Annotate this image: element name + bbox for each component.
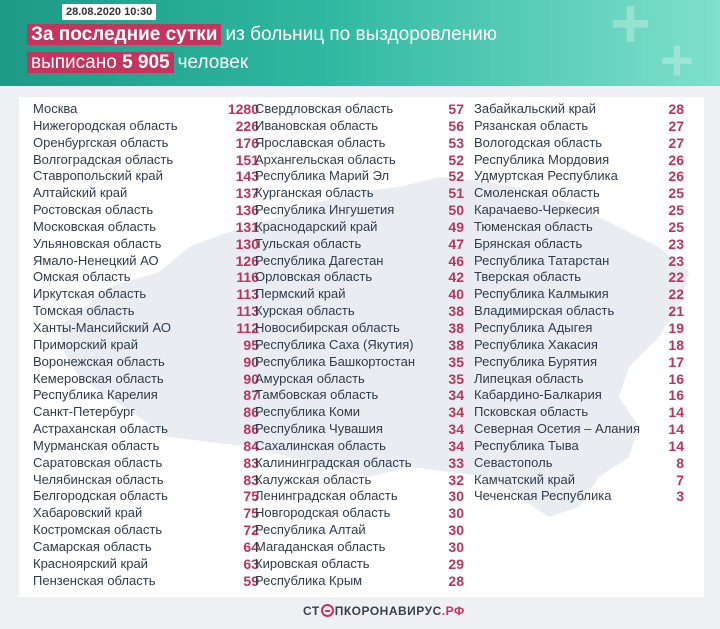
region-value: 23	[668, 252, 684, 269]
region-name: Республика Хакасия	[474, 336, 598, 352]
table-row	[255, 337, 464, 354]
region-value: 51	[448, 185, 464, 202]
region-name: Ярославская область	[255, 134, 386, 150]
region-name: Республика Дагестан	[255, 252, 384, 268]
regions-card	[19, 97, 704, 597]
region-value: 16	[668, 370, 684, 387]
title-line-1	[27, 22, 497, 48]
table-row	[33, 236, 259, 253]
region-value: 35	[448, 353, 464, 370]
region-value: 57	[448, 101, 464, 117]
table-row	[255, 472, 464, 489]
region-value: 30	[448, 538, 464, 555]
stop-icon	[321, 604, 334, 617]
region-value: 8	[676, 454, 684, 471]
table-row	[33, 438, 259, 455]
region-value: 137	[235, 185, 259, 202]
region-value: 72	[243, 522, 259, 539]
region-name: Краснодарский край	[255, 218, 378, 234]
title-line-2	[27, 50, 248, 76]
region-name: Ямало-Ненецкий АО	[33, 252, 159, 268]
title-rest: из больниц по выздоровлению	[225, 24, 497, 45]
region-name: Иркутская область	[33, 286, 147, 302]
region-value: 83	[243, 454, 259, 471]
table-row	[255, 152, 464, 169]
table-row	[474, 354, 684, 371]
region-name: Республика Марий Эл	[255, 168, 390, 184]
region-name: Владимирская область	[474, 303, 615, 319]
region-name: Тюменская область	[474, 218, 593, 234]
region-name: Свердловская область	[255, 101, 394, 116]
table-row	[474, 488, 684, 505]
subtitle-word: выписано	[31, 52, 117, 73]
table-row	[474, 269, 684, 286]
table-row	[474, 371, 684, 388]
table-row	[474, 286, 684, 303]
region-value: 176	[235, 134, 259, 151]
table-row	[255, 556, 464, 573]
region-value: 52	[448, 168, 464, 185]
region-name: Мурманская область	[33, 437, 160, 453]
region-value: 84	[243, 437, 259, 454]
region-name: Тамбовская область	[255, 387, 379, 403]
region-value: 25	[668, 202, 684, 219]
region-value: 50	[448, 202, 464, 219]
region-name: Кировская область	[255, 555, 370, 571]
region-name: Костромская область	[33, 522, 163, 538]
plus-icon: +	[660, 28, 694, 86]
table-row	[33, 488, 259, 505]
region-value: 34	[448, 404, 464, 421]
region-value: 34	[448, 437, 464, 454]
region-value: 75	[243, 505, 259, 522]
region-name: Челябинская область	[33, 471, 164, 487]
region-name: Республика Бурятия	[474, 353, 598, 369]
region-value: 151	[235, 151, 259, 168]
region-name: Республика Тыва	[474, 437, 579, 453]
table-row	[474, 387, 684, 404]
region-name: Волгоградская область	[33, 151, 174, 167]
table-row	[474, 135, 684, 152]
region-value: 3	[676, 488, 684, 505]
region-name: Белгородская область	[33, 488, 168, 504]
region-name: Санкт-Петербург	[33, 404, 135, 420]
region-name: Республика Башкортостан	[255, 353, 415, 369]
region-value: 27	[668, 134, 684, 151]
region-value: 46	[448, 252, 464, 269]
region-name: Курганская область	[255, 185, 374, 201]
header-banner	[0, 0, 720, 86]
region-name: Оренбургская область	[33, 134, 169, 150]
table-row	[33, 505, 259, 522]
table-row	[33, 337, 259, 354]
table-row	[474, 320, 684, 337]
region-name: Курская область	[255, 303, 355, 319]
region-name: Смоленская область	[474, 185, 600, 201]
region-name: Республика Крым	[255, 572, 363, 588]
table-row	[474, 185, 684, 202]
region-value: 75	[243, 488, 259, 505]
region-value: 29	[448, 555, 464, 572]
region-name: Магаданская область	[255, 538, 386, 554]
table-row	[255, 253, 464, 270]
region-value: 42	[448, 269, 464, 286]
table-row	[474, 219, 684, 236]
table-row	[474, 303, 684, 320]
region-value: 116	[236, 269, 259, 286]
region-name: Удмуртская Республика	[474, 168, 618, 184]
region-value: 38	[448, 303, 464, 320]
region-value: 23	[668, 235, 684, 252]
table-row	[474, 253, 684, 270]
region-name: Республика Калмыкия	[474, 286, 609, 302]
table-row	[33, 573, 259, 590]
table-row	[474, 168, 684, 185]
column-1	[33, 101, 259, 589]
region-value: 86	[243, 421, 259, 438]
region-value: 21	[668, 303, 684, 320]
region-name: Республика Татарстан	[474, 252, 610, 268]
region-value: 47	[448, 235, 464, 252]
region-value: 22	[668, 269, 684, 286]
region-name: Республика Карелия	[33, 387, 158, 403]
region-name: Алтайский край	[33, 185, 128, 201]
subtitle-highlight	[27, 52, 174, 73]
table-row	[474, 152, 684, 169]
region-value: 26	[668, 151, 684, 168]
region-name: Республика Адыгея	[474, 319, 593, 335]
table-row	[33, 522, 259, 539]
table-row	[33, 219, 259, 236]
region-value: 136	[235, 202, 259, 219]
region-name: Рязанская область	[474, 117, 589, 133]
region-name: Тверская область	[474, 269, 582, 285]
table-row	[33, 303, 259, 320]
region-value: 226	[235, 117, 259, 134]
table-row	[255, 118, 464, 135]
logo-text-2: П	[334, 604, 344, 618]
region-name: Республика Чувашия	[255, 421, 383, 437]
region-name: Орловская область	[255, 269, 373, 285]
region-value: 38	[448, 319, 464, 336]
logo-text-1: СТ	[303, 604, 320, 618]
table-row	[474, 472, 684, 489]
table-row	[33, 286, 259, 303]
region-name: Красноярский край	[33, 555, 148, 571]
region-value: 90	[243, 370, 259, 387]
table-row	[255, 488, 464, 505]
region-name: Астраханская область	[33, 421, 168, 437]
region-name: Республика Алтай	[255, 522, 366, 538]
table-row	[33, 387, 259, 404]
region-value: 130	[235, 235, 259, 252]
table-row	[255, 202, 464, 219]
region-value: 86	[243, 404, 259, 421]
region-value: 143	[235, 168, 259, 185]
column-2	[255, 101, 464, 589]
region-name: Пензенская область	[33, 572, 156, 588]
region-value: 26	[668, 168, 684, 185]
logo-text-3: КОРОНАВИРУС	[343, 604, 442, 618]
table-row	[33, 253, 259, 270]
table-row	[255, 539, 464, 556]
table-row	[255, 371, 464, 388]
region-value: 19	[668, 319, 684, 336]
region-name: Приморский край	[33, 336, 138, 352]
table-row	[255, 269, 464, 286]
table-row	[255, 303, 464, 320]
table-row	[33, 320, 259, 337]
region-value: 38	[448, 336, 464, 353]
region-value: 30	[448, 505, 464, 522]
region-value: 33	[448, 454, 464, 471]
column-3	[474, 101, 684, 505]
table-row	[33, 539, 259, 556]
table-row	[255, 573, 464, 590]
region-value: 59	[243, 572, 259, 589]
region-value: 27	[668, 117, 684, 134]
region-value: 95	[243, 336, 259, 353]
date-label: 28.08.2020 10:30	[62, 4, 156, 20]
table-row	[33, 101, 259, 118]
region-name: Воронежская область	[33, 353, 165, 369]
table-row	[474, 101, 684, 118]
region-value: 18	[668, 336, 684, 353]
region-value: 40	[448, 286, 464, 303]
region-name: Кемеровская область	[33, 370, 164, 386]
region-value: 34	[448, 387, 464, 404]
subtitle-rest: человек	[177, 52, 249, 73]
table-row	[255, 101, 464, 118]
table-row	[33, 202, 259, 219]
region-value: 49	[448, 218, 464, 235]
region-value: 113	[236, 286, 259, 303]
table-row	[33, 556, 259, 573]
region-value: 30	[448, 522, 464, 539]
table-row	[33, 455, 259, 472]
region-name: Ставропольский край	[33, 168, 163, 184]
region-value: 30	[448, 488, 464, 505]
region-value: 25	[668, 218, 684, 235]
region-name: Брянская область	[474, 235, 583, 251]
region-value: 7	[676, 471, 684, 488]
footer	[303, 603, 465, 619]
table-row	[33, 472, 259, 489]
table-row	[33, 185, 259, 202]
region-name: Калининградская область	[255, 454, 412, 470]
region-name: Сахалинская область	[255, 437, 386, 453]
region-name: Хабаровский край	[33, 505, 143, 521]
table-row	[33, 371, 259, 388]
region-value: 14	[668, 437, 684, 454]
region-name: Республика Саха (Якутия)	[255, 336, 414, 352]
table-row	[255, 438, 464, 455]
region-value: 22	[668, 286, 684, 303]
region-name: Республика Коми	[255, 404, 361, 420]
region-name: Калужская область	[255, 471, 372, 487]
region-name: Ленинградская область	[255, 488, 398, 504]
table-row	[474, 421, 684, 438]
region-name: Ульяновская область	[33, 235, 162, 251]
region-value: 17	[668, 353, 684, 370]
table-row	[255, 286, 464, 303]
region-name: Ханты-Мансийский АО	[33, 319, 171, 335]
region-value: 112	[236, 319, 259, 336]
region-name: Кабардино-Балкария	[474, 387, 602, 403]
table-row	[255, 421, 464, 438]
table-row	[255, 168, 464, 185]
table-row	[33, 152, 259, 169]
region-value: 131	[235, 218, 259, 235]
region-value: 83	[243, 471, 259, 488]
table-row	[474, 455, 684, 472]
table-row	[255, 505, 464, 522]
table-row	[474, 404, 684, 421]
region-value: 63	[243, 555, 259, 572]
region-value: 1280	[227, 101, 259, 117]
region-name: Забайкальский край	[474, 101, 597, 116]
region-name: Липецкая область	[474, 370, 584, 386]
plus-icon: +	[610, 0, 651, 62]
table-row	[255, 185, 464, 202]
region-value: 52	[448, 151, 464, 168]
table-row	[474, 118, 684, 135]
total-number: 5 905	[122, 52, 170, 73]
region-name: Ростовская область	[33, 202, 154, 218]
table-row	[33, 135, 259, 152]
table-row	[33, 269, 259, 286]
region-name: Архангельская область	[255, 151, 396, 167]
logo-text-4: .РФ	[441, 604, 465, 618]
region-value: 113	[236, 303, 259, 320]
region-name: Самарская область	[33, 538, 152, 554]
table-row	[474, 438, 684, 455]
table-row	[255, 404, 464, 421]
table-row	[33, 168, 259, 185]
region-name: Томская область	[33, 303, 135, 319]
region-name: Республика Ингушетия	[255, 202, 395, 218]
region-name: Новосибирская область	[255, 319, 400, 335]
table-row	[255, 219, 464, 236]
region-value: 28	[668, 101, 684, 117]
region-value: 126	[235, 252, 259, 269]
table-row	[474, 236, 684, 253]
region-value: 34	[448, 421, 464, 438]
region-name: Московская область	[33, 218, 157, 234]
region-name: Карачаево-Черкесия	[474, 202, 600, 218]
region-value: 28	[448, 572, 464, 589]
region-name: Саратовская область	[33, 454, 163, 470]
region-name: Омская область	[33, 269, 131, 285]
region-value: 16	[668, 387, 684, 404]
region-name: Ивановская область	[255, 117, 378, 133]
region-name: Амурская область	[255, 370, 365, 386]
title-highlight: За последние сутки	[27, 24, 221, 45]
region-name: Тульская область	[255, 235, 362, 251]
region-name: Пермский край	[255, 286, 346, 302]
stopcoronavirus-logo	[303, 603, 465, 619]
table-row	[33, 118, 259, 135]
region-value: 87	[243, 387, 259, 404]
region-name: Чеченская Республика	[474, 488, 612, 504]
table-row	[255, 387, 464, 404]
table-row	[255, 455, 464, 472]
region-name: Новгородская область	[255, 505, 391, 521]
table-row	[474, 337, 684, 354]
table-row	[33, 354, 259, 371]
table-row	[255, 320, 464, 337]
region-name: Северная Осетия – Алания	[474, 421, 640, 437]
table-row	[33, 421, 259, 438]
region-value: 14	[668, 421, 684, 438]
region-value: 64	[243, 538, 259, 555]
table-row	[255, 135, 464, 152]
region-name: Республика Мордовия	[474, 151, 610, 167]
region-name: Нижегородская область	[33, 117, 178, 133]
region-name: Севастополь	[474, 454, 553, 470]
region-value: 53	[448, 134, 464, 151]
region-value: 56	[448, 117, 464, 134]
region-name: Камчатский край	[474, 471, 575, 487]
table-row	[255, 354, 464, 371]
region-value: 14	[668, 404, 684, 421]
region-value: 32	[448, 471, 464, 488]
region-value: 35	[448, 370, 464, 387]
region-value: 25	[668, 185, 684, 202]
table-row	[33, 404, 259, 421]
region-name: Москва	[33, 101, 78, 116]
table-row	[474, 202, 684, 219]
region-name: Псковская область	[474, 404, 589, 420]
table-row	[255, 522, 464, 539]
region-value: 90	[243, 353, 259, 370]
region-name: Вологодская область	[474, 134, 603, 150]
table-row	[255, 236, 464, 253]
